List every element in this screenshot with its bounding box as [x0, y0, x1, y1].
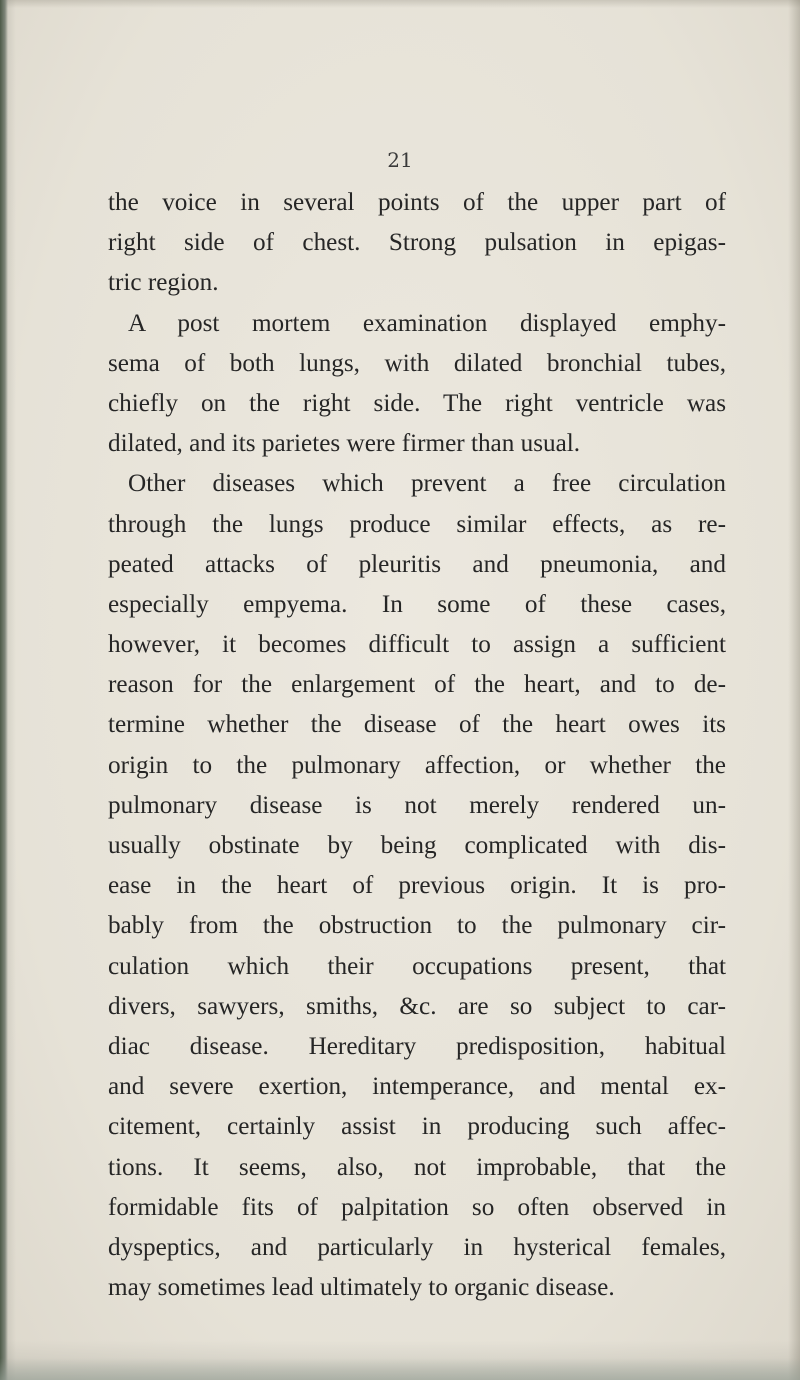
page-number: 21: [387, 148, 413, 172]
text-line: formidable fits of palpitation so often observed in: [108, 1193, 726, 1221]
text-line: Other diseases which prevent a free circulation: [128, 470, 726, 498]
text-line: may sometimes lead ultimately to organic disease.: [108, 1274, 615, 1302]
text-line: tric region.: [108, 269, 219, 297]
text-line: ease in the heart of previous origin. It is pro-: [108, 872, 726, 900]
text-line: diac disease. Hereditary predisposition, habitual: [108, 1032, 726, 1060]
text-line: culation which their occupations present, that: [108, 952, 726, 980]
text-line: and severe exertion, intemperance, and mental ex-: [108, 1073, 726, 1101]
text-line: through the lungs produce similar effects, as re-: [108, 510, 726, 538]
text-line: tions. It seems, also, not improbable, that the: [108, 1153, 726, 1181]
text-line: origin to the pulmonary affection, or whether the: [108, 751, 726, 779]
text-line: pulmonary disease is not merely rendered un-: [108, 791, 726, 819]
text-line: termine whether the disease of the heart owes its: [108, 711, 726, 739]
page-bottom-edge: [0, 1358, 800, 1380]
text-line: chiefly on the right side. The right ventricle was: [108, 389, 726, 417]
text-line: dyspeptics, and particularly in hysterical females,: [108, 1233, 726, 1261]
text-line: citement, certainly assist in producing such affec-: [108, 1113, 726, 1141]
text-line: bably from the obstruction to the pulmonary cir-: [108, 912, 726, 940]
text-line: reason for the enlargement of the heart, and to de-: [108, 671, 726, 699]
text-line: the voice in several points of the upper part of: [108, 189, 726, 216]
text-line: peated attacks of pleuritis and pneumonia, and: [108, 550, 726, 578]
text-line: however, it becomes difficult to assign a sufficient: [108, 631, 726, 659]
text-line: divers, sawyers, smiths, &c. are so subject to car-: [108, 992, 726, 1020]
text-line: A post mortem examination displayed emphy-: [128, 309, 726, 337]
text-line: usually obstinate by being complicated with dis-: [108, 832, 726, 859]
body-text: [108, 183, 726, 1308]
text-line: especially empyema. In some of these cases,: [108, 590, 726, 618]
text-line: sema of both lungs, with dilated bronchial tubes,: [108, 349, 726, 377]
text-line: right side of chest. Strong pulsation in epigas-: [108, 229, 726, 257]
page-binding-edge: [0, 0, 8, 1380]
text-line: dilated, and its parietes were firmer than usual.: [108, 430, 581, 458]
